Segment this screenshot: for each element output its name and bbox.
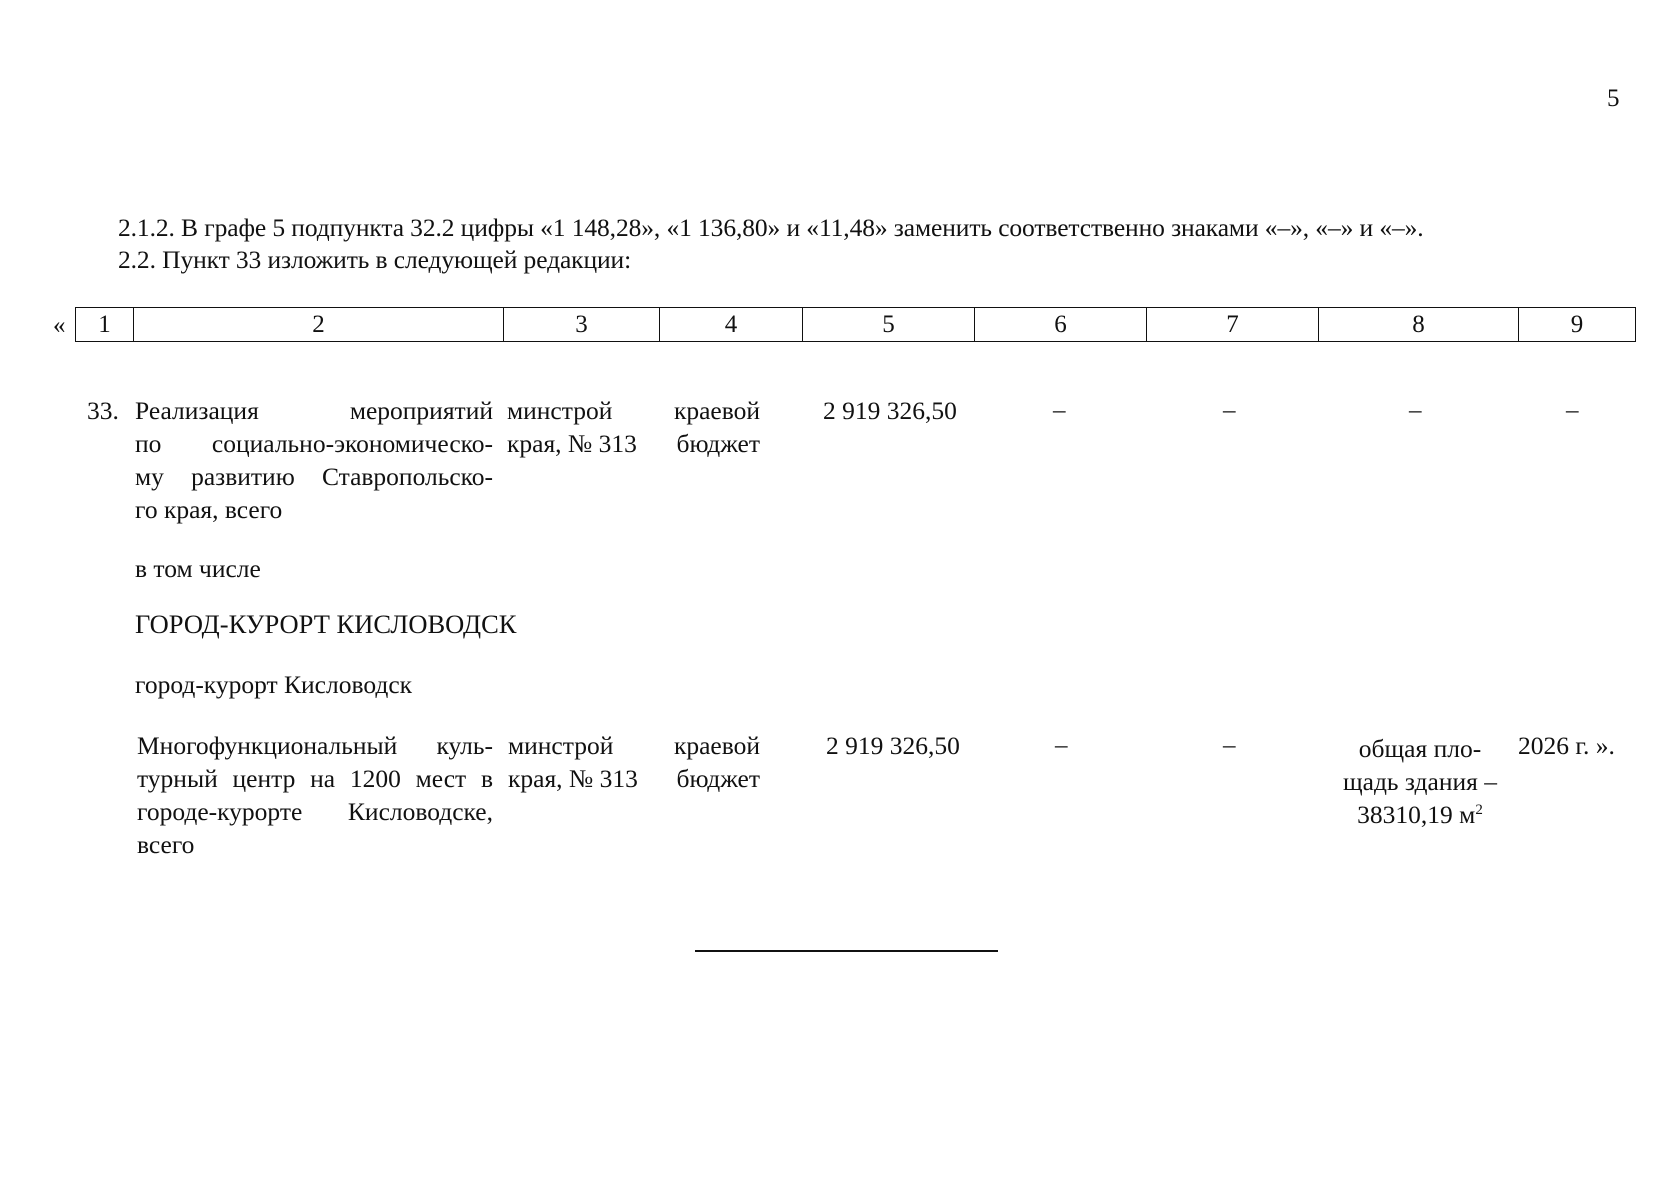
column-number-3: 3	[504, 308, 660, 342]
object-amount: 2 919 326,50	[826, 731, 960, 760]
item-executor	[507, 394, 637, 460]
column-number-7: 7	[1147, 308, 1319, 342]
object-completion-year: 2026 г. ».	[1518, 731, 1615, 760]
object-capacity	[1320, 732, 1520, 831]
item-name-line: по социально-экономическо-	[135, 429, 493, 458]
item-amount: 2 919 326,50	[823, 396, 957, 425]
object-col7-dash: –	[1223, 732, 1236, 759]
item-col8-dash: –	[1409, 397, 1422, 424]
item-name-line: Реализация мероприятий	[135, 396, 493, 425]
municipality-header: ГОРОД-КУРОРТ КИСЛОВОДСК	[135, 609, 517, 639]
object-name	[137, 729, 493, 861]
object-capacity-value: 38310,19 м	[1357, 800, 1476, 829]
item-executor-line: минстрой	[507, 396, 613, 425]
item-name-line: го края, всего	[135, 495, 283, 524]
item-funding-source	[664, 394, 760, 460]
object-funding-source-line: краевой	[673, 731, 760, 760]
object-name-line: городе-курорте Кисловодске,	[137, 797, 493, 826]
paragraph-2-2: 2.2. Пункт 33 изложить в следующей редакции:	[118, 245, 632, 274]
object-executor-line: края, № 313	[508, 764, 638, 793]
column-number-5: 5	[803, 308, 975, 342]
column-number-4: 4	[660, 308, 803, 342]
object-funding-source	[664, 729, 760, 795]
object-executor	[508, 729, 638, 795]
opening-quote: «	[53, 312, 66, 339]
object-executor-line: минстрой	[508, 731, 614, 760]
municipality-subheader: город-курорт Кисловодск	[135, 670, 413, 699]
square-superscript: 2	[1475, 802, 1483, 818]
object-capacity-line	[1320, 798, 1520, 831]
including-label: в том числе	[135, 554, 261, 583]
column-number-9: 9	[1519, 308, 1636, 342]
closing-rule	[695, 950, 998, 952]
item-funding-source-line: бюджет	[676, 429, 760, 458]
object-col6-dash: –	[1055, 732, 1068, 759]
table-header-row	[75, 307, 1636, 342]
paragraph-2-1-2: 2.1.2. В графе 5 подпункта 32.2 цифры «1 148,28», «1 136,80» и «11,48» заменить соответственно знаками «–», «–» и «–».	[118, 213, 1424, 242]
item-number: 33.	[87, 396, 119, 425]
object-capacity-line: общая пло-	[1358, 734, 1482, 763]
item-col7-dash: –	[1223, 397, 1236, 424]
item-col6-dash: –	[1053, 397, 1066, 424]
item-name-line: му развитию Ставропольско-	[135, 462, 493, 491]
object-name-line: всего	[137, 830, 195, 859]
object-capacity-line: щадь здания –	[1343, 767, 1497, 796]
item-name	[135, 394, 493, 526]
item-col9-dash: –	[1566, 397, 1579, 424]
column-number-8: 8	[1319, 308, 1519, 342]
column-number-6: 6	[975, 308, 1147, 342]
column-number-2: 2	[134, 308, 504, 342]
column-number-1: 1	[76, 308, 134, 342]
object-name-line: Многофункциональный куль-	[137, 731, 493, 760]
item-funding-source-line: краевой	[673, 396, 760, 425]
page-number: 5	[1607, 85, 1620, 112]
object-name-line: турный центр на 1200 мест в	[137, 764, 493, 793]
item-executor-line: края, № 313	[507, 429, 637, 458]
object-funding-source-line: бюджет	[676, 764, 760, 793]
